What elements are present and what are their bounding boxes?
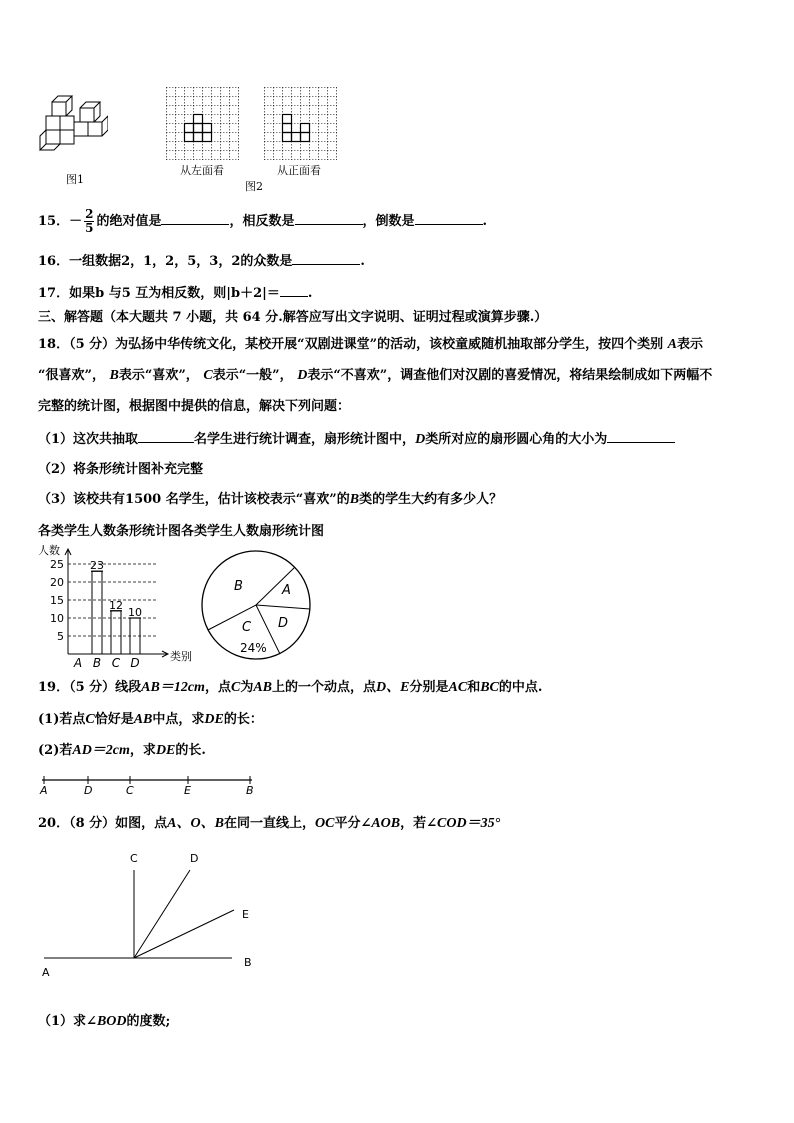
q18-part1-b: 名学生进行统计调查，扇形统计图中， — [194, 432, 416, 447]
q19-var-ac: AC — [448, 680, 468, 695]
q18-line1-text: 18．（5 分）为弘扬中华传统文化，某校开展“双剧进课堂”的活动，该校童威随机抽取部分学生，按四个类别 — [38, 337, 664, 352]
bar-b — [92, 571, 102, 654]
q19-line1 — [38, 676, 542, 696]
q18-part3-b: 类的学生大约有多少人？ — [359, 492, 503, 507]
q18-line1 — [38, 333, 703, 353]
fig2-caption: 图2 — [245, 180, 263, 193]
q15-text3: ，倒数是 — [362, 214, 415, 229]
q18-part1-a: （1）这次共抽取 — [38, 432, 139, 447]
label-a: A — [42, 966, 50, 979]
q18-line3: 完整的统计图，根据图中提供的信息，解决下列问题： — [38, 399, 351, 414]
q18-part1 — [38, 428, 675, 448]
fig2-left-view-caption: 从左面看 — [180, 164, 224, 177]
q20-points: A、O、B — [167, 816, 224, 831]
q16-blank[interactable] — [292, 252, 360, 265]
q16-text: 16．一组数据2，1，2，5，3，2的众数是 — [38, 254, 293, 269]
q19-f: 和 — [467, 680, 481, 695]
pie-label-d: D — [278, 616, 289, 631]
q20-p1-b: 的度数; — [126, 1014, 171, 1029]
q20-var-aob: AOB — [371, 816, 401, 831]
pie-divider-ad — [256, 605, 310, 609]
q18-line1-end: 表示 — [677, 337, 704, 352]
q15-blank2[interactable] — [295, 212, 363, 225]
pie-label-c: C — [242, 620, 252, 635]
q15-fraction — [84, 208, 94, 235]
q19-p1-c: 中点，求 — [152, 712, 205, 727]
q20-b: 在同一直线上， — [223, 816, 315, 831]
q20-c: 平分∠ — [334, 816, 372, 831]
q15-frac-num: 2 — [85, 207, 94, 221]
bar-value-label: 12 — [109, 598, 123, 612]
q15-number: 15． — [38, 214, 70, 229]
q18-var-c: C — [203, 368, 213, 383]
q19-d: 上的一个动点，点 — [272, 680, 377, 695]
q18-part1-blank2[interactable] — [607, 430, 675, 443]
q18-var-d: D — [297, 368, 308, 383]
bar-value-label: 10 — [128, 606, 142, 619]
bar-value-label: 23 — [90, 559, 104, 573]
bar-ylabel: 人数 — [38, 544, 60, 557]
q19-p1-var-de: DE — [204, 712, 224, 727]
bar-c — [111, 611, 121, 654]
q20-angle-figure — [36, 846, 266, 981]
q19-ab-length: AB＝12cm — [141, 680, 205, 695]
q19-p1-var-ab: AB — [133, 712, 153, 727]
q15-end: . — [482, 214, 488, 229]
q18-line2-a: “很喜欢”， — [38, 368, 105, 383]
q15-text1: 的绝对值是 — [96, 214, 162, 229]
q19-var-c: C — [230, 680, 241, 695]
bar-y-tick-label: 20 — [50, 576, 64, 589]
pie-annotation-c: 24% — [240, 641, 267, 655]
q18-line2 — [38, 364, 712, 384]
pie-label-a: A — [282, 583, 291, 598]
q18-line2-c: 表示“一般”， — [212, 368, 293, 383]
point-label-e: E — [184, 784, 191, 796]
q18-line2-b: 表示“喜欢”， — [118, 368, 199, 383]
q15-blank3[interactable] — [415, 212, 483, 225]
q19-e: 分别是 — [409, 680, 449, 695]
fig1-caption: 图1 — [66, 173, 84, 186]
point-label-a: A — [40, 784, 48, 796]
q19-p1-d: 的长： — [223, 712, 263, 727]
bar-y-tick-label: 15 — [50, 594, 64, 607]
q19-p1-b: 恰好是 — [94, 712, 134, 727]
q20-p1-a: （1）求∠ — [38, 1014, 97, 1029]
q18-part3-var-b: B — [349, 492, 360, 507]
q19-part1 — [38, 708, 263, 728]
q18-part3 — [38, 488, 502, 508]
q19-var-bc: BC — [480, 680, 499, 695]
bar-x-tick-label: A — [73, 656, 83, 670]
q17-end: . — [307, 286, 313, 301]
point-label-c: C — [126, 784, 134, 796]
q19-p2-c: 的长. — [175, 743, 206, 758]
q17-text: 17．如果b 与5 互为相反数，则|b＋2|＝ — [38, 286, 280, 301]
bar-y-tick-label: 10 — [50, 612, 64, 625]
q19-p2-a: (2)若 — [38, 743, 73, 758]
pie-label-b: B — [234, 579, 243, 594]
q20-var-oc: OC — [314, 816, 335, 831]
q18-chart-title: 各类学生人数条形统计图各类学生人数扇形统计图 — [38, 524, 325, 539]
q18-part2: （2）将条形统计图补充完整 — [38, 462, 204, 477]
q19-p1-var-c: C — [85, 712, 95, 727]
q20-a: 20．（8 分）如图，点 — [38, 816, 168, 831]
point-label-b: B — [246, 784, 254, 796]
q16-line — [38, 250, 365, 269]
fig1-cubes — [38, 92, 108, 152]
q19-part2 — [38, 739, 206, 759]
q20-d: ，若∠ — [400, 816, 438, 831]
q15-blank1[interactable] — [161, 212, 229, 225]
bar-x-tick-label: B — [92, 656, 102, 670]
fig2-left-view-grid — [166, 87, 240, 161]
q19-a: 19．（5 分）线段 — [38, 680, 142, 695]
label-c: C — [130, 852, 138, 865]
point-label-d: D — [84, 784, 93, 796]
q17-line — [38, 282, 312, 301]
q15-frac-den: 5 — [85, 221, 94, 235]
fig2-front-view-caption: 从正面看 — [277, 164, 321, 177]
q15-sign: － — [69, 214, 83, 229]
q18-line2-d: 表示“不喜欢”，调查他们对汉剧的喜爱情况，将结果绘制成如下两幅不 — [307, 368, 713, 383]
q18-part3-a: （3）该校共有1500 名学生，估计该校表示“喜欢”的 — [38, 492, 350, 507]
q20-line1 — [38, 812, 500, 832]
q20-angle-cod: COD＝35° — [437, 816, 501, 831]
pie-chart — [198, 547, 314, 663]
q19-var-de: D、E — [376, 680, 410, 695]
q18-part1-c: 类所对应的扇形圆心角的大小为 — [425, 432, 608, 447]
q15-text2: ，相反数是 — [229, 214, 295, 229]
label-b: B — [244, 956, 252, 969]
label-e: E — [242, 908, 249, 921]
q19-p2-b: ，求 — [129, 743, 156, 758]
q19-p2-var-de: DE — [155, 743, 176, 758]
q20-p1-var-bod: BOD — [96, 1014, 127, 1029]
q18-var-a: A — [667, 337, 677, 352]
q19-p1-a: (1)若点 — [38, 712, 86, 727]
q19-segment-figure — [38, 772, 258, 796]
bar-y-tick-label: 5 — [57, 630, 64, 643]
bar-x-tick-label: D — [130, 656, 140, 670]
fig2-front-view-grid — [264, 87, 338, 161]
q19-var-ab: AB — [253, 680, 273, 695]
q18-part1-var-d: D — [415, 432, 426, 447]
bar-y-tick-label: 25 — [50, 558, 64, 571]
q16-end: . — [360, 254, 365, 269]
q19-c: 为 — [240, 680, 254, 695]
bar-xlabel: 类别 — [170, 650, 192, 663]
label-d: D — [190, 852, 199, 865]
section3-heading: 三、解答题（本大题共 7 小题，共 64 分.解答应写出文字说明、证明过程或演算步骤.） — [38, 310, 548, 325]
q18-var-b: B — [109, 368, 119, 383]
q17-blank[interactable] — [280, 284, 308, 297]
q19-b: ，点 — [204, 680, 231, 695]
q19-p2-ad-length: AD＝2cm — [72, 743, 130, 758]
q15-line — [38, 208, 487, 235]
bar-chart — [36, 542, 206, 670]
bar-x-tick-label: C — [111, 656, 121, 670]
q18-part1-blank1[interactable] — [138, 430, 194, 443]
q19-g: 的中点. — [498, 680, 543, 695]
q20-part1 — [38, 1010, 170, 1030]
